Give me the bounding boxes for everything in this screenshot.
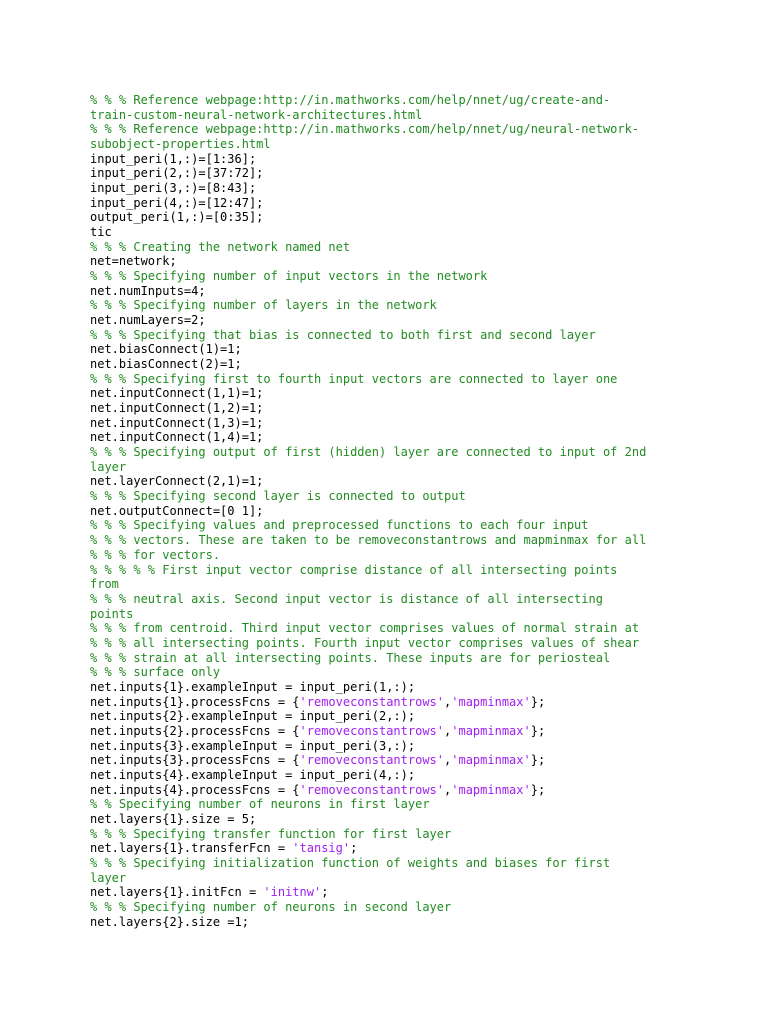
code-text: net.inputConnect(1,2)=1; [90,401,264,416]
code-text: input_peri(2,:)=[37:72]; [90,166,264,181]
code-line [90,313,710,328]
code-comment: % % % vectors. These are taken to be removeconstantrows and mapminmax for all [90,533,647,548]
code-comment: % % Specifying number of neurons in first layer [90,797,430,812]
code-line [90,797,710,812]
code-line [90,636,710,651]
code-line [90,563,710,578]
code-line [90,577,710,592]
code-line [90,166,710,181]
code-line [90,196,710,211]
code-line [90,284,710,299]
code-comment: % % % Reference webpage:http://in.mathworks.com/help/nnet/ug/create-and- [90,93,611,107]
code-line [90,181,710,196]
code-text: , [444,694,452,709]
code-line [90,856,710,871]
code-line [90,651,710,666]
code-text: net.layers{1}.size = 5; [90,811,257,826]
code-line [90,254,710,269]
code-text: net.biasConnect(2)=1; [90,357,242,372]
code-comment: % % % all intersecting points. Fourth input vector comprises values of shear [90,635,640,650]
code-text: net.inputConnect(1,1)=1; [90,386,264,401]
code-text: , [444,782,452,797]
code-line [90,240,710,255]
code-comment: % % % Specifying first to fourth input vectors are connected to layer one [90,371,618,386]
code-line [90,680,710,695]
code-line [90,137,710,152]
code-text: net.layerConnect(2,1)=1; [90,474,264,489]
code-line [90,607,710,622]
code-text: net=network; [90,254,177,269]
code-text: net.biasConnect(1)=1; [90,342,242,357]
code-text: net.inputConnect(1,3)=1; [90,415,264,430]
code-line [90,548,710,563]
code-line [90,416,710,431]
code-text: input_peri(1,:)=[1:36]; [90,151,257,166]
string-literal: 'tansig' [292,841,351,856]
code-text: net.layers{2}.size =1; [90,914,249,929]
code-text: net.layers{1}.transferFcn = [90,841,293,856]
code-text: net.inputs{2}.processFcns = { [90,723,300,738]
code-text: net.inputs{2}.exampleInput = input_peri(2,:); [90,709,416,724]
code-line [90,269,710,284]
code-comment: % % % surface only [90,665,221,680]
code-text: }; [530,753,546,768]
code-line [90,445,710,460]
code-line [90,328,710,343]
code-line [90,783,710,798]
code-text: ; [350,841,358,856]
code-line [90,460,710,475]
code-line [90,533,710,548]
code-line [90,841,710,856]
code-line [90,665,710,680]
code-line [90,401,710,416]
code-line [90,768,710,783]
code-comment: % % % Specifying values and preprocessed functions to each four input [90,518,589,533]
code-text: net.inputs{3}.exampleInput = input_peri(3,:); [90,738,416,753]
code-comment: % % % Specifying number of input vectors in the network [90,269,488,284]
code-line [90,474,710,489]
code-text: net.inputs{1}.processFcns = { [90,694,300,709]
code-text: }; [530,782,546,797]
code-line [90,871,710,886]
code-line [90,225,710,240]
code-line [90,122,710,137]
code-text: input_peri(4,:)=[12:47]; [90,195,264,210]
code-line [90,518,710,533]
code-comment: % % % for vectors. [90,547,221,562]
code-text: net.inputs{4}.processFcns = { [90,782,300,797]
code-text: net.numInputs=4; [90,283,206,298]
code-line [90,724,710,739]
code-text: net.inputConnect(1,4)=1; [90,430,264,445]
string-literal: 'mapminmax' [451,694,531,709]
code-line [90,489,710,504]
string-literal: 'removeconstantrows' [299,782,445,797]
string-literal: 'removeconstantrows' [299,753,445,768]
code-text: output_peri(1,:)=[0:35]; [90,210,264,225]
code-line [90,372,710,387]
code-comment: % % % Specifying that bias is connected to both first and second layer [90,327,596,342]
code-line [90,357,710,372]
code-comment: layer [90,870,127,885]
code-comment: % % % Creating the network named net [90,239,351,254]
code-text: net.inputs{1}.exampleInput = input_peri(1,:); [90,679,416,694]
code-text: net.numLayers=2; [90,313,206,328]
code-comment: % % % % % First input vector comprise distance of all intersecting points [90,562,618,577]
code-line [90,885,710,900]
code-line [90,504,710,519]
code-text: , [444,723,452,738]
code-line [90,915,710,930]
code-comment: points [90,606,134,621]
code-comment: % % % Specifying number of layers in the network [90,298,437,313]
code-line [90,342,710,357]
code-text: net.outputConnect=[0 1]; [90,503,264,518]
code-comment: % % % strain at all intersecting points. These inputs are for periosteal [90,650,611,665]
code-text: ; [321,885,329,900]
code-line [90,753,710,768]
string-literal: 'mapminmax' [451,782,531,797]
code-comment: % % % Specifying transfer function for first layer [90,826,452,841]
code-line [90,709,710,724]
code-comment: train-custom-neural-network-architectures.html [90,107,423,122]
code-text: net.layers{1}.initFcn = [90,885,264,900]
code-comment: % % % Specifying output of first (hidden) layer are connected to input of 2nd [90,445,647,460]
code-line [90,430,710,445]
code-line [90,812,710,827]
string-literal: 'removeconstantrows' [299,694,445,709]
code-text: net.inputs{4}.exampleInput = input_peri(4,:); [90,767,416,782]
string-literal: 'initnw' [263,885,322,900]
code-comment: % % % Reference webpage:http://in.mathworks.com/help/nnet/ug/neural-network- [90,122,640,137]
code-comment: subobject-properties.html [90,137,271,152]
code-comment: from [90,577,119,592]
code-listing [90,93,710,929]
code-line [90,108,710,123]
code-line [90,695,710,710]
code-comment: % % % Specifying number of neurons in second layer [90,899,452,914]
code-line [90,592,710,607]
code-line [90,900,710,915]
code-line [90,827,710,842]
code-line [90,621,710,636]
code-text: }; [530,694,546,709]
string-literal: 'mapminmax' [451,753,531,768]
string-literal: 'mapminmax' [451,723,531,738]
code-text: , [444,753,452,768]
code-text: tic [90,225,112,240]
code-line [90,210,710,225]
code-line [90,93,710,108]
code-text: input_peri(3,:)=[8:43]; [90,181,257,196]
code-comment: % % % from centroid. Third input vector comprises values of normal strain at [90,621,640,636]
code-line [90,298,710,313]
code-comment: layer [90,459,127,474]
code-line [90,152,710,167]
code-text: net.inputs{3}.processFcns = { [90,753,300,768]
code-line [90,739,710,754]
code-comment: % % % Specifying second layer is connected to output [90,489,466,504]
code-comment: % % % Specifying initialization function of weights and biases for first [90,855,611,870]
code-comment: % % % neutral axis. Second input vector is distance of all intersecting [90,591,603,606]
code-text: }; [530,723,546,738]
string-literal: 'removeconstantrows' [299,723,445,738]
code-line [90,386,710,401]
